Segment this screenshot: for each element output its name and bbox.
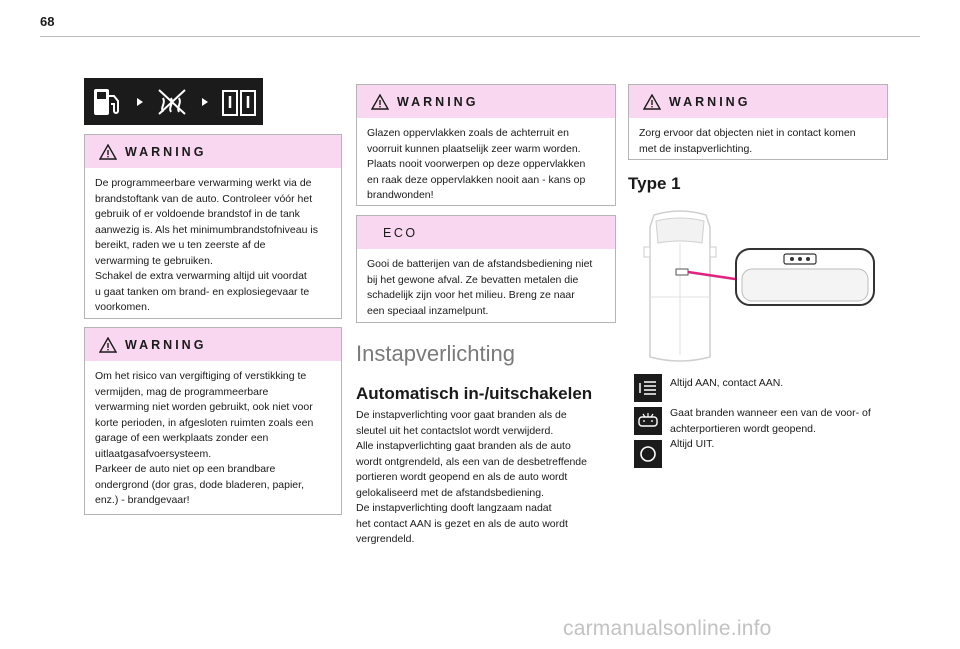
text-line: De instapverlichting voor gaat branden als de <box>356 409 567 421</box>
subsection-title: Automatisch in-/uitschakelen <box>356 384 593 403</box>
text-line: Om het risico van vergiftiging of verstikking te <box>95 370 307 382</box>
text-line: De instapverlichting dooft langzaam nadat <box>356 502 552 514</box>
text-line: wordt ontgrendeld, als een van de desbetreffende <box>356 455 587 468</box>
warning-header <box>629 85 887 118</box>
warning-triangle-icon <box>99 144 117 160</box>
icon-strip <box>84 78 263 125</box>
text-line: het contact AAN is gezet en als de auto wordt <box>356 517 568 530</box>
text-line: Altijd UIT. <box>670 438 715 450</box>
text-line: Gooi de batterijen van de afstandsbediening niet <box>367 258 593 270</box>
warning-label: WARNING <box>125 337 207 352</box>
text-line: ondergrond (dor gras, dode bladeren, papier, <box>95 478 304 491</box>
type-title: Type 1 <box>628 174 681 193</box>
warning-header <box>85 135 341 168</box>
text-line: achterportieren wordt geopend. <box>670 422 816 435</box>
text-line: Gaat branden wanneer een van de voor- of <box>670 407 871 419</box>
warning-label: WARNING <box>125 144 207 159</box>
warning-box-poisoning <box>84 327 342 515</box>
text-line: voorruit kunnen plaatselijk zeer warm worden. <box>367 142 581 155</box>
warning-header <box>85 328 341 361</box>
text-line: bereikt, raden we u ten zeerste af de <box>95 239 266 251</box>
text-line: sleutel uit het contactslot wordt verwijderd. <box>356 424 554 437</box>
text-line: brandstoftank van de auto. Controleer vóór het <box>95 192 313 205</box>
section-title: Instapverlichting <box>356 341 515 366</box>
text-line: garage of een werkplaats zonder een <box>95 432 269 444</box>
arrow-right-icon <box>200 97 210 107</box>
door-light-icon <box>634 407 662 435</box>
text-line: uitlaatgasafvoersysteem. <box>95 447 212 460</box>
text-line: vergrendeld. <box>356 533 415 545</box>
warning-header <box>357 85 615 118</box>
text-line: met de instapverlichting. <box>639 142 753 155</box>
text-line: aanwezig is. Als het minimumbrandstofniveau is <box>95 223 318 236</box>
text-line: u gaat tanken om brand- en explosiegevaar te <box>95 285 310 298</box>
text-line: Altijd AAN, contact AAN. <box>670 377 784 389</box>
warning-box-objects <box>628 84 888 160</box>
page-number: 68 <box>40 14 55 29</box>
warning-label: WARNING <box>669 94 751 109</box>
manual-book-icon <box>220 84 258 120</box>
warning-triangle-icon <box>643 94 661 110</box>
text-line: Schakel de extra verwarming altijd uit voordat <box>95 270 307 282</box>
text-line: bij het gewone afval. Ze bevatten metalen die <box>367 273 579 286</box>
warning-box-glass <box>356 84 616 206</box>
text-line: enz.) - brandgevaar! <box>95 494 190 506</box>
text-line: korte perioden, in afgesloten ruimten zoals een <box>95 416 314 429</box>
light-on-icon <box>634 374 662 402</box>
watermark: carmanualsonline.info <box>563 617 772 640</box>
heating-off-icon <box>154 84 190 120</box>
eco-box <box>356 215 616 323</box>
text-line: brandwonden! <box>367 189 434 201</box>
body-text <box>356 408 606 548</box>
text-line: Glazen oppervlakken zoals de achterruit en <box>367 127 569 139</box>
light-off-icon <box>634 440 662 468</box>
text-line: Plaats nooit voorwerpen op deze oppervlakken <box>367 158 586 170</box>
text-line: Parkeer de auto niet op een brandbare <box>95 463 276 475</box>
arrow-right-icon <box>135 97 145 107</box>
text-line: schadelijk zijn voor het milieu. Breng ze naar <box>367 289 575 301</box>
car-interior-light-illustration <box>640 207 876 365</box>
text-line: verwarming niet worden gebruikt, ook niet voor <box>95 401 313 413</box>
warning-triangle-icon <box>99 337 117 353</box>
mode-description <box>670 437 900 453</box>
text-line: een speciaal inzamelpunt. <box>367 304 489 317</box>
top-divider <box>40 36 920 37</box>
warning-label: WARNING <box>397 94 479 109</box>
text-line: voorkomen. <box>95 301 150 313</box>
mode-description <box>670 376 900 392</box>
text-line: verwarming te gebruiken. <box>95 254 213 267</box>
mode-description <box>670 406 900 437</box>
text-line: portieren wordt geopend en als de auto wordt <box>356 471 568 483</box>
text-line: De programmeerbare verwarming werkt via de <box>95 177 312 189</box>
text-line: gebruik of er voldoende brandstof in de tank <box>95 208 300 220</box>
text-line: vermijden, mag de programmeerbare <box>95 385 269 398</box>
eco-header <box>357 216 615 249</box>
warning-box-fuel <box>84 134 342 319</box>
text-line: en raak deze oppervlakken nooit aan - kans op <box>367 173 586 186</box>
text-line: gelokaliseerd met de afstandsbediening. <box>356 486 544 499</box>
text-line: Alle instapverlichting gaat branden als de auto <box>356 440 571 452</box>
fuel-pump-icon <box>89 84 125 120</box>
eco-label: ECO <box>383 225 418 240</box>
warning-triangle-icon <box>371 94 389 110</box>
text-line: Zorg ervoor dat objecten niet in contact komen <box>639 127 856 139</box>
